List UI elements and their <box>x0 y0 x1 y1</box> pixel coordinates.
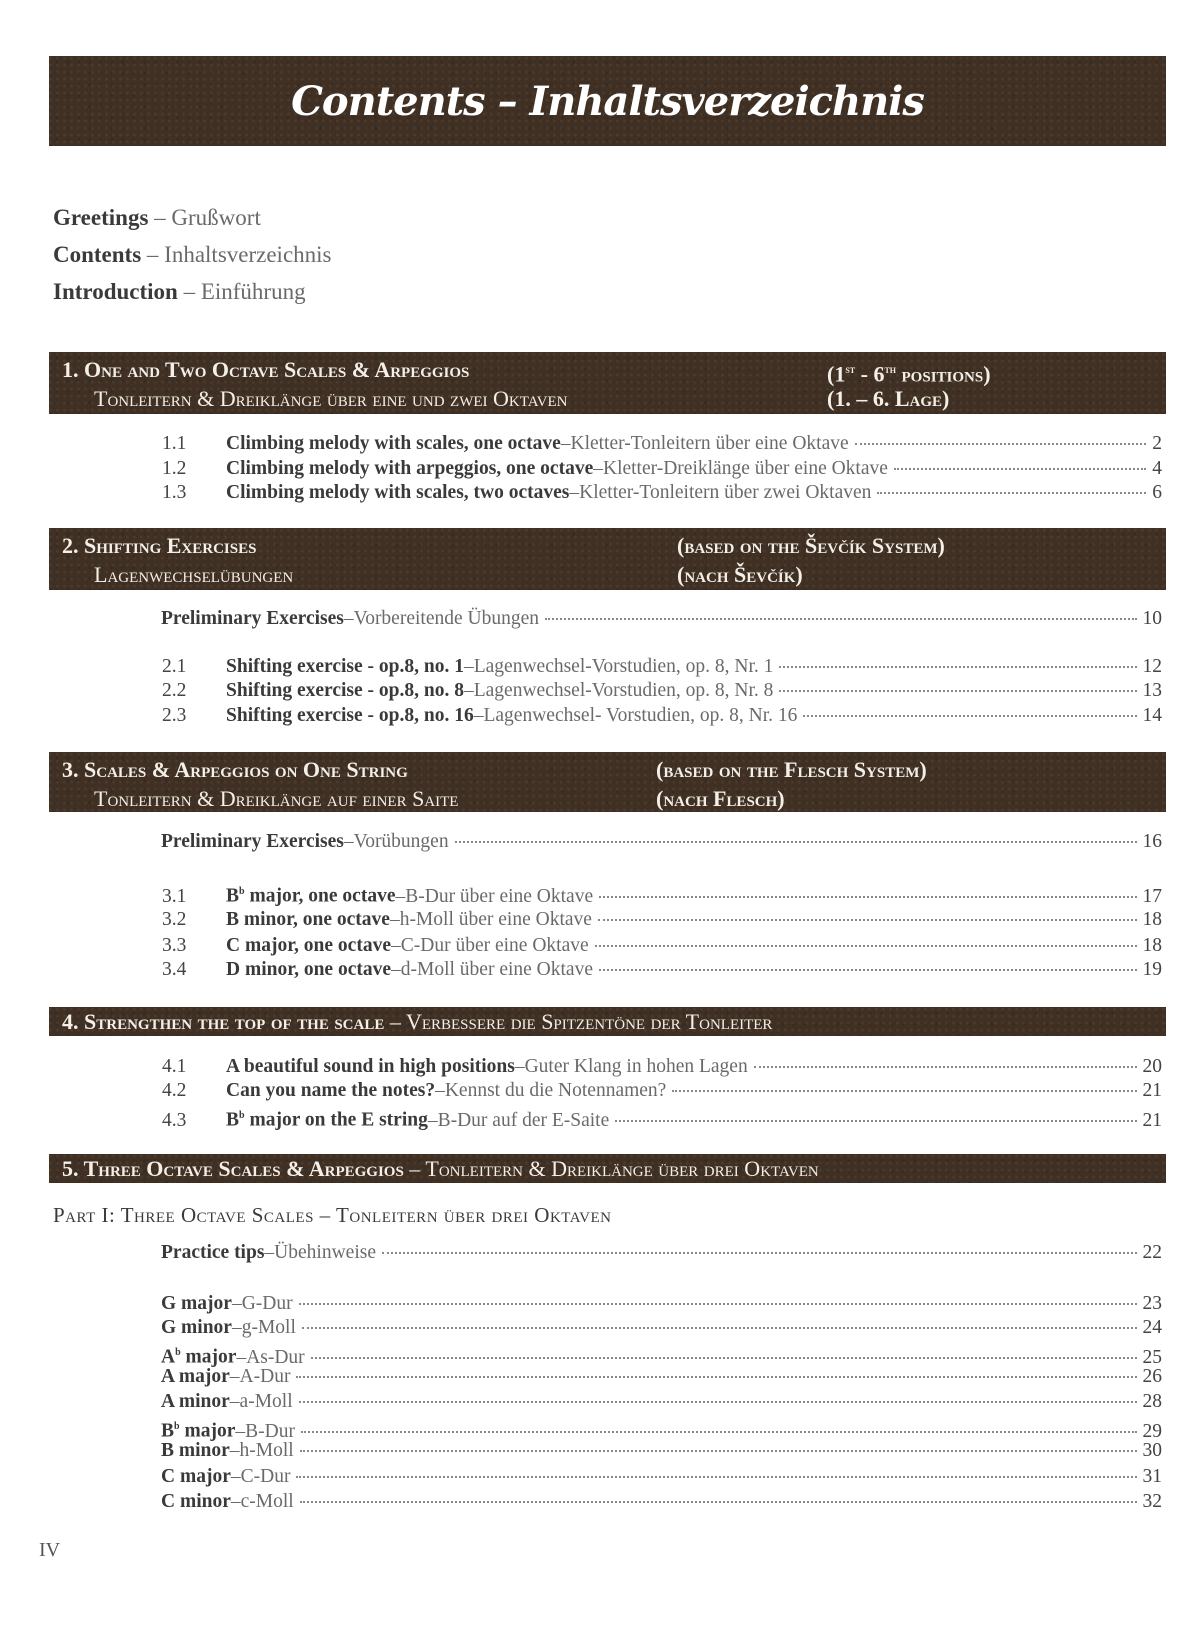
dot-leader <box>300 1501 1137 1503</box>
dot-leader <box>877 492 1146 494</box>
page-number-ref[interactable]: 26 <box>1142 1366 1162 1387</box>
separator: – <box>473 705 484 726</box>
entry-title-text: major <box>179 1420 236 1442</box>
entry-title-de: Inhaltsverzeichnis <box>164 242 332 267</box>
entry-number: 4.1 <box>162 1056 187 1077</box>
section-note-en <box>677 534 945 558</box>
section-title <box>62 1157 819 1181</box>
page-number: IV <box>39 1539 61 1561</box>
page-number-ref[interactable]: 16 <box>1142 831 1162 852</box>
entry-title-de: Vorbereitende Übungen <box>353 608 539 629</box>
entry-title-en <box>226 680 464 702</box>
note-part: st <box>845 364 856 376</box>
section-title-en: 5. Three Octave Scales & Arpeggios <box>62 1156 404 1181</box>
dot-leader <box>302 1327 1137 1329</box>
separator: – <box>435 1080 445 1101</box>
entry-title-de: B-Dur <box>245 1420 295 1442</box>
entry-title-de: Lagenwechsel-Vorstudien, op. 8, Nr. 8 <box>473 680 774 701</box>
separator: – <box>463 656 474 677</box>
entry-title-en <box>226 909 390 931</box>
separator: – <box>391 935 401 956</box>
separator: – <box>230 1466 241 1487</box>
entry-title-de: G-Dur <box>241 1293 293 1314</box>
entry-title-text: Can you name the notes? <box>226 1080 436 1101</box>
entry-title-de: d-Moll über eine Oktave <box>400 959 593 980</box>
entry-title-text: Preliminary Exercises <box>161 831 344 852</box>
section-title-de: Tonleitern & Dreiklänge auf einer Saite <box>94 786 459 811</box>
section-title-de: Lagenwechselübungen <box>94 562 294 587</box>
note-part: positions) <box>896 361 991 387</box>
entry-number: 3.1 <box>162 885 187 907</box>
page-number-ref[interactable]: 12 <box>1142 656 1162 677</box>
toc-entry[interactable] <box>162 458 1162 480</box>
entry-title-de: Kletter-Tonleitern über eine Oktave <box>570 433 849 454</box>
separator: – <box>514 1056 525 1077</box>
entry-title-en <box>161 1391 230 1413</box>
page-number-ref[interactable]: 20 <box>1142 1056 1162 1077</box>
entry-title-en <box>161 1317 232 1339</box>
entry-number: 3.4 <box>162 959 187 980</box>
entry-number: 2.3 <box>162 705 187 726</box>
entry-title-en <box>226 458 593 480</box>
entry-title-text: major on the E string <box>244 1109 428 1131</box>
entry-title-text: B minor <box>161 1440 230 1461</box>
separator: – <box>463 680 474 701</box>
entry-number: 1.2 <box>162 458 187 479</box>
dot-leader <box>300 1450 1137 1452</box>
entry-title-en <box>226 1080 435 1102</box>
flat-sign: b <box>174 1421 180 1432</box>
toc-entry[interactable] <box>161 1466 1162 1488</box>
entry-title-en <box>161 831 344 853</box>
dot-leader <box>803 715 1136 717</box>
note-letter: A <box>161 1346 176 1368</box>
page-number-ref[interactable]: 28 <box>1142 1391 1162 1412</box>
page-number-ref[interactable]: 19 <box>1142 959 1162 980</box>
entry-title-de: h-Moll über eine Oktave <box>399 909 592 930</box>
toc-entry[interactable] <box>161 1293 1162 1315</box>
entry-title-text: Climbing melody with scales, two octaves <box>226 482 570 503</box>
note-part: (nach Ševčík) <box>677 562 803 587</box>
toc-entry[interactable] <box>161 1491 1162 1513</box>
page-number-ref[interactable]: 23 <box>1142 1293 1162 1314</box>
dot-leader <box>894 468 1146 470</box>
entry-title-text: A beautiful sound in high positions <box>226 1056 515 1077</box>
note-part: (1 <box>827 361 846 387</box>
entry-title-en <box>226 959 391 981</box>
toc-entry[interactable] <box>161 608 1162 630</box>
entry-title-text: Climbing melody with scales, one octave <box>226 433 561 454</box>
flat-sign: b <box>239 1110 245 1121</box>
toc-entry[interactable] <box>161 1342 1162 1369</box>
intro-entry[interactable] <box>53 242 332 268</box>
entry-title-text: D minor, one octave <box>226 959 392 980</box>
toc-entry[interactable] <box>162 935 1162 957</box>
section-header-banner <box>49 352 1166 414</box>
entry-title-en <box>161 1242 264 1264</box>
entry-title-text: A major <box>161 1366 230 1387</box>
section-header-banner <box>49 752 1166 812</box>
entry-title-de: Lagenwechsel-Vorstudien, op. 8, Nr. 1 <box>473 656 774 677</box>
entry-title-en <box>161 1366 230 1388</box>
page-number-ref[interactable]: 18 <box>1142 935 1162 956</box>
page-title: Contents – Inhaltsverzeichnis <box>291 77 924 125</box>
entry-title-de: h-Moll <box>239 1440 294 1461</box>
toc-entry[interactable] <box>161 1317 1162 1339</box>
dot-leader <box>754 1066 1137 1068</box>
separator: – <box>231 1293 242 1314</box>
page-number-ref[interactable]: 32 <box>1142 1491 1162 1512</box>
dot-leader <box>299 1303 1137 1305</box>
entry-title-en <box>161 1293 232 1315</box>
toc-entry[interactable] <box>162 433 1162 455</box>
section-title-de: Tonleitern & Dreiklänge über eine und zwei Oktaven <box>94 386 568 411</box>
flat-sign: b <box>239 886 245 897</box>
entry-title-text: A minor <box>161 1391 230 1412</box>
entry-title-de: a-Moll <box>239 1391 293 1412</box>
toc-entry[interactable] <box>161 831 1162 853</box>
entry-title-en <box>161 1491 231 1513</box>
separator: – <box>427 1109 438 1131</box>
entry-title-de: As-Dur <box>246 1346 305 1368</box>
entry-number: 2.2 <box>162 680 187 701</box>
page-number-ref[interactable]: 6 <box>1152 482 1162 503</box>
entry-title-de: B-Dur auf der E-Saite <box>437 1109 610 1131</box>
separator: – <box>264 1242 275 1263</box>
entry-title-text: B minor, one octave <box>226 909 390 930</box>
separator: – <box>229 1366 240 1387</box>
page-number-ref[interactable]: 2 <box>1152 433 1162 454</box>
entry-title-de: Einführung <box>200 279 306 304</box>
entry-title-text: major, one octave <box>244 885 396 907</box>
page-number-ref[interactable]: 21 <box>1142 1080 1162 1101</box>
separator: – <box>391 959 401 980</box>
entry-title-text: C major, one octave <box>226 935 391 956</box>
toc-entry[interactable] <box>162 909 1162 931</box>
dot-leader <box>311 1357 1137 1359</box>
section-title <box>62 1010 772 1034</box>
note-part: (1. – 6. Lage) <box>827 386 950 411</box>
dot-leader <box>301 1431 1137 1433</box>
entry-title-en <box>226 881 395 908</box>
note-letter: B <box>161 1420 175 1442</box>
entry-number: 1.1 <box>162 433 187 454</box>
entry-title-en <box>161 1416 235 1443</box>
entry-title-en <box>226 935 391 957</box>
entry-title-en <box>161 1342 236 1369</box>
entry-title-de: g-Moll <box>241 1317 296 1338</box>
page-number-ref[interactable]: 29 <box>1142 1420 1162 1442</box>
separator: – <box>343 831 354 852</box>
entry-title-de: C-Dur über eine Oktave <box>400 935 589 956</box>
note-part: (based on the Flesch System) <box>656 757 927 782</box>
toc-entry[interactable] <box>162 680 1162 702</box>
entry-title-text: Shifting exercise - op.8, no. 8 <box>226 680 464 701</box>
separator: – <box>395 885 406 907</box>
section-title-de: – Tonleitern & Dreiklänge über drei Oktaven <box>409 1156 819 1181</box>
entry-title-text: Climbing melody with arpeggios, one octave <box>226 458 594 479</box>
page-number-ref[interactable]: 10 <box>1142 608 1162 629</box>
dot-leader <box>615 1120 1136 1122</box>
toc-entry[interactable] <box>162 482 1162 504</box>
note-part: (nach Flesch) <box>656 786 785 811</box>
entry-title-text: Shifting exercise - op.8, no. 16 <box>226 705 474 726</box>
section-title-en: 3. Scales & Arpeggios on One String <box>62 757 408 782</box>
entry-title-de: c-Moll <box>240 1491 294 1512</box>
entry-title-text: Preliminary Exercises <box>161 608 344 629</box>
note-part: (based on the Ševčík System) <box>677 533 945 558</box>
toc-entry[interactable] <box>162 1056 1162 1078</box>
page-number-ref[interactable]: 31 <box>1142 1466 1162 1487</box>
toc-entry[interactable] <box>161 1440 1162 1462</box>
entry-title-en: Introduction <box>53 279 178 304</box>
separator: – <box>141 242 165 267</box>
separator: – <box>231 1317 242 1338</box>
entry-number: 4.3 <box>162 1109 187 1131</box>
dot-leader <box>779 690 1136 692</box>
entry-title-text: Shifting exercise - op.8, no. 1 <box>226 656 464 677</box>
entry-title-text: Practice tips <box>161 1242 265 1263</box>
entry-number: 4.2 <box>162 1080 187 1101</box>
section-title-en: 2. Shifting Exercises <box>62 533 257 558</box>
entry-title-de: Kletter-Dreiklänge über eine Oktave <box>602 458 888 479</box>
page-number-ref[interactable]: 18 <box>1142 909 1162 930</box>
entry-number: 3.2 <box>162 909 187 930</box>
dot-leader <box>296 1476 1136 1478</box>
intro-entry[interactable] <box>53 279 306 305</box>
dot-leader <box>672 1090 1136 1092</box>
entry-title-en <box>161 1466 231 1488</box>
entry-title-en <box>226 705 474 727</box>
section-note-de <box>656 787 785 811</box>
entry-title-de: Lagenwechsel- Vorstudien, op. 8, Nr. 16 <box>483 705 798 726</box>
dot-leader <box>779 666 1136 668</box>
toc-entry[interactable] <box>162 1080 1162 1102</box>
section-title-de: – Verbessere die Spitzentöne der Tonleiter <box>389 1009 773 1034</box>
section-note-de <box>827 387 949 411</box>
entry-title-en: Contents <box>53 242 142 267</box>
entry-title-en: Greetings <box>53 205 149 230</box>
page-number-ref[interactable]: 13 <box>1142 680 1162 701</box>
separator: – <box>560 433 571 454</box>
page-number-ref[interactable]: 24 <box>1142 1317 1162 1338</box>
entry-title-en <box>226 482 569 504</box>
separator: – <box>148 205 172 230</box>
entry-title-en <box>226 433 561 455</box>
separator: – <box>343 608 354 629</box>
page-number-ref[interactable]: 21 <box>1142 1109 1162 1131</box>
separator: – <box>230 1491 241 1512</box>
section-header-banner <box>49 1007 1166 1036</box>
dot-leader <box>598 919 1137 921</box>
entry-title-de: Grußwort <box>171 205 261 230</box>
section-note-en <box>827 358 991 386</box>
note-part: - 6 <box>855 361 885 387</box>
entry-title-de: Übehinweise <box>274 1242 376 1263</box>
entry-title-de: Kennst du die Notennamen? <box>444 1080 667 1101</box>
dot-leader <box>595 945 1137 947</box>
section-note-en <box>656 758 927 782</box>
intro-entry[interactable] <box>53 205 261 231</box>
dot-leader <box>855 443 1147 445</box>
entry-title-de: A-Dur <box>239 1366 291 1387</box>
toc-entry[interactable] <box>161 1391 1162 1413</box>
page-number-ref[interactable]: 17 <box>1142 885 1162 907</box>
separator: – <box>236 1346 247 1368</box>
note-letter: B <box>226 1109 240 1131</box>
dot-leader <box>455 841 1137 843</box>
dot-leader <box>545 618 1137 620</box>
toc-entry[interactable] <box>162 705 1162 727</box>
page-number-ref[interactable]: 4 <box>1152 458 1162 479</box>
section-note-de <box>677 563 803 587</box>
entry-number: 2.1 <box>162 656 187 677</box>
entry-title-text: C major <box>161 1466 231 1487</box>
flat-sign: b <box>175 1347 181 1358</box>
dot-leader <box>599 896 1136 898</box>
dot-leader <box>599 969 1137 971</box>
note-part: th <box>884 364 897 376</box>
separator: – <box>229 1391 240 1412</box>
toc-entry[interactable] <box>161 1242 1162 1264</box>
dot-leader <box>299 1401 1137 1403</box>
entry-title-text: major <box>180 1346 237 1368</box>
entry-title-en <box>161 608 344 630</box>
dot-leader <box>296 1376 1136 1378</box>
entry-title-en <box>161 1440 230 1462</box>
toc-entry[interactable] <box>162 1105 1162 1132</box>
toc-entry[interactable] <box>161 1366 1162 1388</box>
entry-title-en <box>226 1105 428 1132</box>
separator: – <box>569 482 580 503</box>
toc-entry[interactable] <box>162 656 1162 678</box>
entry-title-text: G minor <box>161 1317 232 1338</box>
entry-title-de: Vorübungen <box>353 831 449 852</box>
toc-entry[interactable] <box>162 959 1162 981</box>
separator: – <box>389 909 400 930</box>
entry-title-en <box>226 1056 515 1078</box>
separator: – <box>229 1440 240 1461</box>
section-header-banner <box>49 1154 1166 1183</box>
separator: – <box>593 458 603 479</box>
section-title-en: 4. Strengthen the top of the scale <box>62 1009 385 1034</box>
section-header-banner <box>49 528 1166 590</box>
separator: – <box>177 279 201 304</box>
separator: – <box>235 1420 246 1442</box>
part-heading: Part I: Three Octave Scales – Tonleitern über drei Oktaven <box>53 1203 612 1227</box>
note-letter: B <box>226 885 240 907</box>
dot-leader <box>382 1252 1137 1254</box>
entry-title-de: C-Dur <box>240 1466 291 1487</box>
contents-title-banner <box>49 56 1166 146</box>
toc-entry[interactable] <box>161 1416 1162 1443</box>
entry-title-text: C minor <box>161 1491 231 1512</box>
page-number-ref[interactable]: 22 <box>1142 1242 1162 1263</box>
entry-title-de: Kletter-Tonleitern über zwei Oktaven <box>579 482 872 503</box>
section-title-en: 1. One and Two Octave Scales & Arpeggios <box>62 357 470 382</box>
page-number-ref[interactable]: 25 <box>1142 1346 1162 1368</box>
entry-title-de: Guter Klang in hohen Lagen <box>524 1056 748 1077</box>
entry-title-text: G major <box>161 1293 232 1314</box>
toc-entry[interactable] <box>162 881 1162 908</box>
entry-title-en <box>226 656 464 678</box>
entry-number: 1.3 <box>162 482 187 503</box>
page-number-ref[interactable]: 30 <box>1142 1440 1162 1461</box>
entry-title-de: B-Dur über eine Oktave <box>405 885 594 907</box>
entry-number: 3.3 <box>162 935 187 956</box>
page-number-ref[interactable]: 14 <box>1142 705 1162 726</box>
